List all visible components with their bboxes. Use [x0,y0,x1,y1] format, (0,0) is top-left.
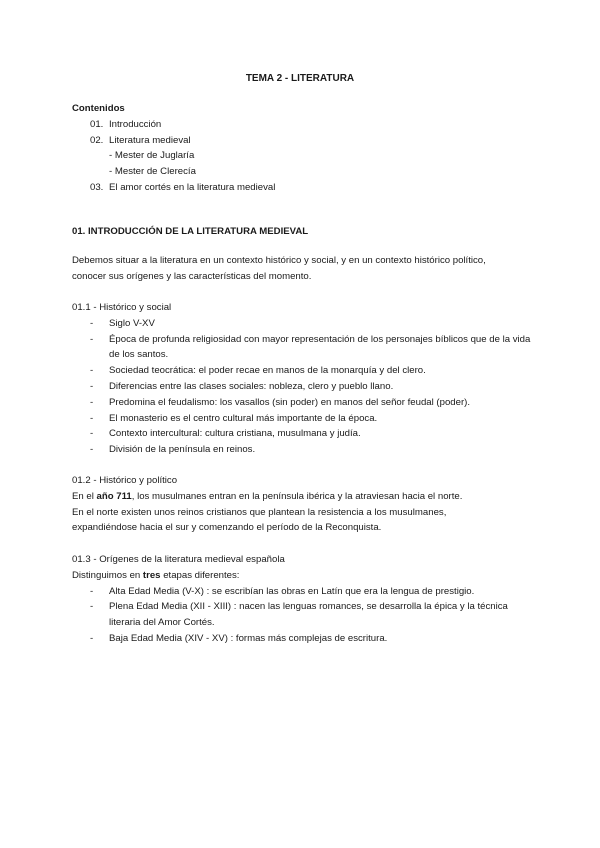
subsection-heading: 01.3 - Orígenes de la literatura medieval española [72,554,285,565]
section-intro: Debemos situar a la literatura en un contexto histórico y social, y en un contexto histórico político, conocer sus orígenes y las características del momento. [72,255,486,282]
list-item: - Sociedad teocrática: el poder recae en manos de la monarquía y del clero. [72,363,532,379]
list-item: - El monasterio es el centro cultural más importante de la época. [72,411,532,427]
subsection-heading: 01.1 - Histórico y social [72,302,172,313]
list-item: - Época de profunda religiosidad con mayor representación de los personajes bíblicos que de la vida de los santos. [72,332,532,364]
paragraph-line: En el norte existen unos reinos cristianos que plantean la resistencia a los musulmanes, [72,506,447,518]
contents-item: 01. Introducción [90,118,162,130]
section-heading: 01. INTRODUCCIÓN DE LA LITERATURA MEDIEVAL [72,226,309,237]
list-item: - Contexto intercultural: cultura cristiana, musulmana y judía. [72,426,532,442]
list-item: - Alta Edad Media (V-X) : se escribían las obras en Latín que era la lengua de prestigio. [72,584,532,600]
contents-heading: Contenidos [72,103,125,114]
list-item: - Diferencias entre las clases sociales: nobleza, clero y pueblo llano. [72,379,532,395]
subsection-historico-social [72,300,532,458]
bullet-list [72,584,532,647]
list-item: - Plena Edad Media (XII - XIII) : nacen las lenguas romances, se desarrolla la épica y la técnica literaria del Amor Cortés. [72,599,532,631]
list-item: - Predomina el feudalismo: los vasallos (sin poder) en manos del señor feudal (poder). [72,395,532,411]
contents-item: 02. Literatura medieval [90,134,191,146]
page-title: TEMA 2 - LITERATURA [245,73,355,84]
contents-section [72,101,532,196]
list-item: - Baja Edad Media (XIV - XV) : formas más complejas de escritura. [72,631,532,647]
contents-subitem: - Mester de Juglaría [109,150,195,162]
bullet-list [72,316,532,458]
subsection-historico-politico [72,473,532,536]
list-item: - Siglo V-XV [72,316,532,332]
paragraph-line: expandiéndose hacia el sur y comenzando el período de la Reconquista. [72,522,382,534]
contents-subitem: - Mester de Clerecía [109,166,196,178]
list-item: - División de la península en reinos. [72,442,532,458]
subsection-origenes [72,552,532,647]
subsection-heading: 01.2 - Histórico y político [72,475,178,486]
paragraph-line: Distinguimos en tres etapas diferentes: [72,569,240,581]
contents-list [72,117,532,196]
contents-item: 03. El amor cortés en la literatura medieval [90,181,276,193]
paragraph-line: En el año 711, los musulmanes entran en la península ibérica y la atraviesan hacia el norte. [72,490,463,502]
